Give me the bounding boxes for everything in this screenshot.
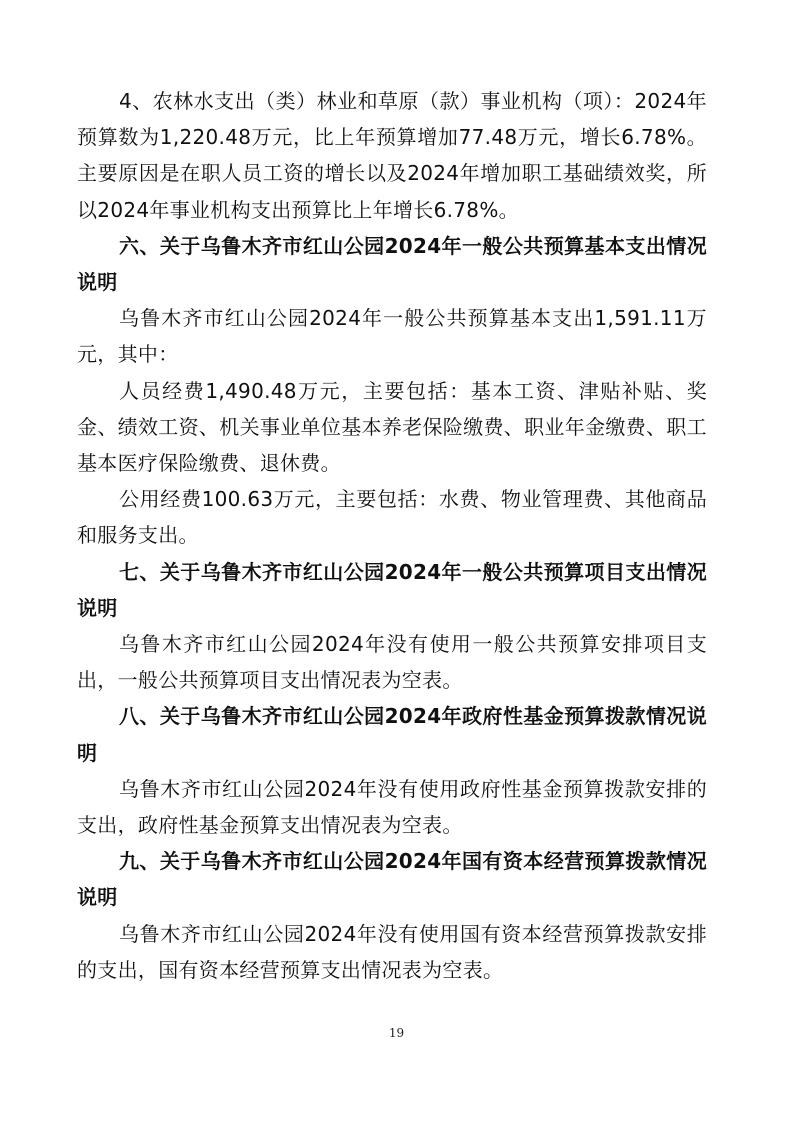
paragraph-personnel-expenses: 人员经费1,490.48万元，主要包括：基本工资、津贴补贴、奖金、绩效工资、机关事业单位基本养老保险缴费、职业年金缴费、职工基本医疗保险缴费、退休费。 <box>77 378 707 476</box>
paragraph-basic-expenditure-total: 乌鲁木齐市红山公园2024年一般公共预算基本支出1,591.11万元，其中： <box>77 306 707 367</box>
section-heading-6: 六、关于乌鲁木齐市红山公园2024年一般公共预算基本支出情况说明 <box>77 233 707 295</box>
paragraph-public-expenses: 公用经费100.63万元，主要包括：水费、物业管理费、其他商品和服务支出。 <box>77 487 707 548</box>
paragraph-state-capital: 乌鲁木齐市红山公园2024年没有使用国有资本经营预算拨款安排的支出，国有资本经营预算支出情况表为空表。 <box>77 921 707 982</box>
document-page <box>77 83 707 988</box>
paragraph-forestry-expenditure: 4、农林水支出（类）林业和草原（款）事业机构（项）：2024年预算数为1,220.48万元，比上年预算增加77.48万元，增长6.78%。主要原因是在职人员工资的增长以及2024年增加职工基础绩效奖，所以2024年事业机构支出预算比上年增长6.78%。 <box>77 89 707 222</box>
section-heading-8: 八、关于乌鲁木齐市红山公园2024年政府性基金预算拨款情况说明 <box>77 704 707 765</box>
paragraph-government-fund: 乌鲁木齐市红山公园2024年没有使用政府性基金预算拨款安排的支出，政府性基金预算支出情况表为空表。 <box>77 776 707 838</box>
section-heading-7: 七、关于乌鲁木齐市红山公园2024年一般公共预算项目支出情况说明 <box>77 559 707 620</box>
section-heading-9: 九、关于乌鲁木齐市红山公园2024年国有资本经营预算拨款情况说明 <box>77 849 707 910</box>
paragraph-project-expenditure: 乌鲁木齐市红山公园2024年没有使用一般公共预算安排项目支出，一般公共预算项目支出情况表为空表。 <box>77 632 707 693</box>
page-number: 19 <box>388 1026 405 1040</box>
